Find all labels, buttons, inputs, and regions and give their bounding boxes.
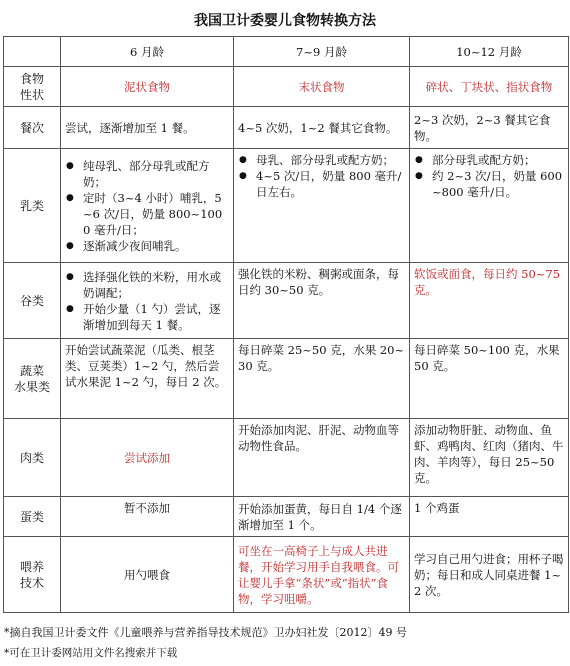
cell-milk-10-12: [410, 149, 569, 263]
bullet-item: ● 纯母乳、部分母乳或配方奶；: [65, 158, 229, 190]
cell-texture-10-12: 碎状、丁块状、指状食物: [410, 67, 569, 107]
download-note: *可在卫计委网站用文件名搜索并下载: [4, 647, 178, 659]
cell-meat-10-12: 添加动物肝脏、动物血、鱼虾、鸡鸭肉、红肉（猪肉、牛肉、羊肉等），每日 25~50 克。: [410, 419, 569, 497]
row-meat: [4, 419, 569, 497]
bullet-item: ● 逐渐减少夜间哺乳。: [65, 238, 229, 254]
header-10-12-months: 10~12 月龄: [410, 37, 569, 67]
row-label: 谷类: [4, 263, 61, 339]
cell-feeding-7-9: 可坐在一高椅子上与成人共进餐，开始学习用手自我喂食。可让婴儿手拿“条状”或“指状”食物，学习咀嚼。: [234, 537, 410, 613]
corner-cell: [4, 37, 61, 67]
cell-grain-10-12: 软饭或面食，每日约 50~75 克。: [410, 263, 569, 339]
bullet-item: ● 选择强化铁的米粉，用水或奶调配；: [65, 269, 229, 301]
cell-egg-7-9: 开始添加蛋黄，每日自 1/4 个逐渐增加至 1 个。: [234, 497, 410, 537]
cell-meat-6: 尝试添加: [61, 419, 234, 497]
cell-feeding-6: 用勺喂食: [61, 537, 234, 613]
bullet-item: ● 定时（3~4 小时）哺乳，5~6 次/日，奶量 800~1000 毫升/日；: [65, 190, 229, 238]
cell-texture-7-9: 末状食物: [234, 67, 410, 107]
cell-grain-7-9: 强化铁的米粉、稠粥或面条，每日约 30~50 克。: [234, 263, 410, 339]
row-label: 食物 性状: [4, 67, 61, 107]
row-label: 餐次: [4, 107, 61, 149]
cell-meals-7-9: 4~5 次奶，1~2 餐其它食物。: [234, 107, 410, 149]
row-label: 蔬菜 水果类: [4, 339, 61, 419]
cell-veg-7-9: 每日碎菜 25~50 克，水果 20~30 克。: [234, 339, 410, 419]
header-row: [4, 37, 569, 67]
cell-texture-6: 泥状食物: [61, 67, 234, 107]
header-6-months: 6 月龄: [61, 37, 234, 67]
cell-meat-7-9: 开始添加肉泥、肝泥、动物血等动物性食品。: [234, 419, 410, 497]
source-note: *摘自我国卫计委文件《儿童喂养与营养指导技术规范》卫办妇社发〔2012〕49 号: [4, 626, 407, 639]
cell-egg-10-12: 1 个鸡蛋: [410, 497, 569, 537]
cell-feeding-10-12: 学习自己用勺进食；用杯子喝奶；每日和成人同桌进餐 1~2 次。: [410, 537, 569, 613]
cell-meals-10-12: 2~3 次奶，2~3 餐其它食物。: [410, 107, 569, 149]
row-milk: [4, 149, 569, 263]
food-transition-table: [3, 36, 569, 613]
bullet-item: ● 部分母乳或配方奶；: [414, 152, 564, 168]
cell-veg-10-12: 每日碎菜 50~100 克，水果 50 克。: [410, 339, 569, 419]
cell-meals-6: 尝试，逐渐增加至 1 餐。: [61, 107, 234, 149]
cell-milk-7-9: [234, 149, 410, 263]
bullet-item: ● 开始少量（1 勺）尝试，逐渐增加到每天 1 餐。: [65, 301, 229, 333]
row-egg: [4, 497, 569, 537]
row-grain: [4, 263, 569, 339]
bullet-item: ● 4~5 次/日，奶量 800 毫升/日左右。: [238, 168, 405, 200]
cell-grain-6: [61, 263, 234, 339]
row-label: 肉类: [4, 419, 61, 497]
row-feeding: [4, 537, 569, 613]
header-7-9-months: 7~9 月龄: [234, 37, 410, 67]
row-label: 喂养 技术: [4, 537, 61, 613]
row-veg: [4, 339, 569, 419]
cell-veg-6: 开始尝试蔬菜泥（瓜类、根茎类、豆荚类）1~2 勺，然后尝试水果泥 1~2 勺，每日 2 次。: [61, 339, 234, 419]
bullet-item: ● 母乳、部分母乳或配方奶；: [238, 152, 405, 168]
cell-egg-6: 暂不添加: [61, 497, 234, 537]
page-title: 我国卫计委婴儿食物转换方法: [194, 13, 376, 29]
row-label: 乳类: [4, 149, 61, 263]
row-texture: [4, 67, 569, 107]
row-label: 蛋类: [4, 497, 61, 537]
bullet-item: ● 约 2~3 次/日，奶量 600~800 毫升/日。: [414, 168, 564, 200]
row-meals: [4, 107, 569, 149]
cell-milk-6: [61, 149, 234, 263]
